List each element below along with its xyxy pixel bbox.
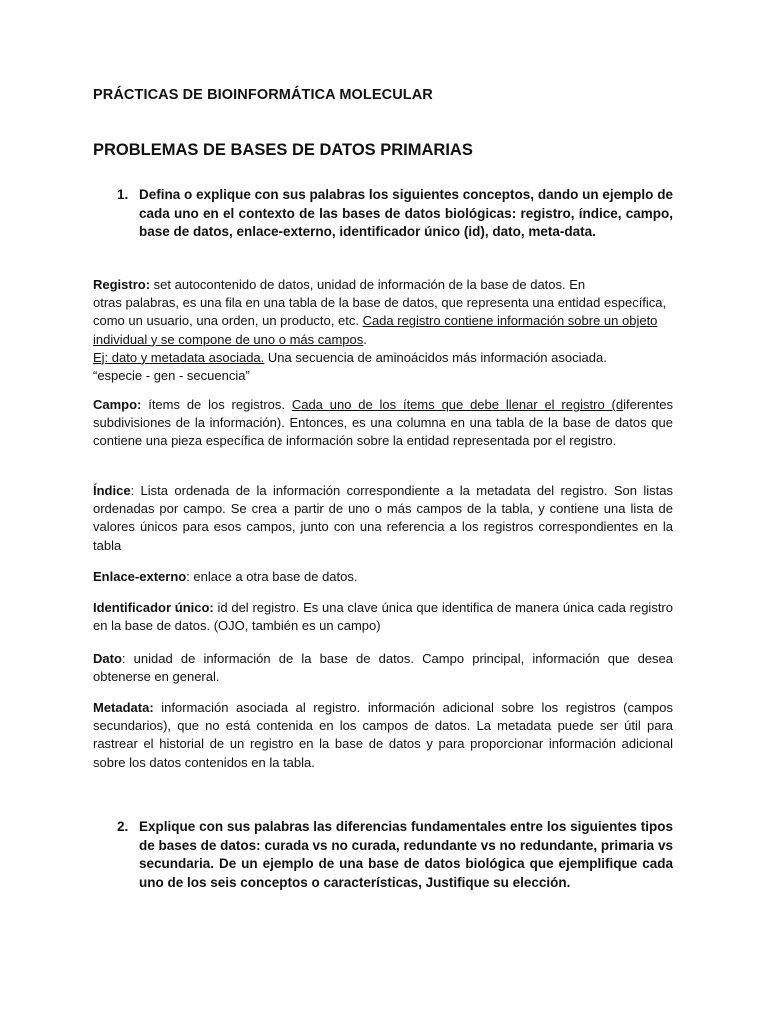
- section-title: PROBLEMAS DE BASES DE DATOS PRIMARIAS: [93, 141, 473, 159]
- term-registro: Registro:: [93, 277, 151, 292]
- question-1: [117, 186, 673, 242]
- registro-line1: set autocontenido de datos, unidad de información de la base de datos. En: [150, 277, 586, 292]
- answer-campo: [93, 396, 673, 451]
- campo-text-b: iferentes subdivisiones de la información). Entonces, es una columna en una tabla de la base de datos que contiene una pieza específica de información sobre la entidad representada por el registro.: [93, 397, 673, 449]
- answer-enlace-externo: [93, 568, 673, 586]
- term-identificador: Identificador único:: [93, 600, 214, 615]
- registro-line2a: otras palabras, es una fila en una tabla de la base de datos, que representa una entidad: [93, 295, 601, 311]
- answer-indice: [93, 482, 673, 555]
- term-indice: Índice: [93, 483, 131, 498]
- term-enlace-externo: Enlace-externo: [93, 569, 187, 584]
- term-dato: Dato: [93, 651, 122, 666]
- document-title: PRÁCTICAS DE BIOINFORMÁTICA MOLECULAR: [93, 87, 433, 103]
- registro-quote: “especie - gen - secuencia”: [93, 368, 250, 384]
- registro-underlined: Cada registro contiene información sobre un objeto individual y se compone de uno o más campos: [93, 313, 658, 347]
- question-2: [117, 818, 673, 892]
- registro-line2b: específica, como un usuario, una orden, un producto, etc.: [93, 295, 667, 329]
- term-campo: Campo:: [93, 397, 142, 412]
- identificador-text: id del registro. Es una clave única que identifica de manera única cada registro en la base de datos. (OJO, también es un campo): [93, 600, 673, 634]
- question-1-number: 1.: [117, 187, 129, 202]
- registro-example-underlined: Ej: dato y metadata asociada.: [93, 349, 265, 365]
- indice-text: : Lista ordenada de la información correspondiente a la metadata del registro. Son listas ordenadas por campo. Se crea a partir de uno o más campos de la tabla, y contiene una lista de valores únicos para esos campos, junto con una referencia a los registros correspondientes en la tabla: [93, 483, 673, 553]
- registro-example-rest: Una secuencia de aminoácidos más información asociada.: [264, 349, 607, 365]
- metadata-text: información asociada al registro. información adicional sobre los registros (campos secundarios), que no está contenida en los campos de datos. La metadata puede ser útil para rastrear el historial de un registro en la base de datos y para proporcionar información adicional sobre los datos contenidos en la tabla.: [93, 700, 673, 770]
- answer-dato: [93, 650, 673, 686]
- enlace-text: : enlace a otra base de datos.: [186, 569, 358, 584]
- campo-text-a: ítems de los registros.: [141, 397, 292, 412]
- question-1-text: Defina o explique con sus palabras los siguientes conceptos, dando un ejemplo de cada uno en el contexto de las bases de datos biológicas: registro, índice, campo, base de datos, enlace-externo, identificador único (id), dato, meta-data.: [139, 187, 673, 239]
- answer-metadata: [93, 699, 673, 772]
- registro-period: .: [363, 331, 367, 347]
- answer-identificador: [93, 599, 673, 635]
- question-2-text: Explique con sus palabras las diferencias fundamentales entre los siguientes tipos de bases de datos: curada vs no curada, redundante vs no redundante, primaria vs secundaria. De un ejemplo de una base de datos biológica que ejemplifique cada uno de los seis conceptos o características, Justifique su elección.: [139, 819, 673, 890]
- dato-text: : unidad de información de la base de datos. Campo principal, información que desea obtenerse en general.: [93, 651, 673, 685]
- question-2-number: 2.: [117, 819, 129, 834]
- term-metadata: Metadata:: [93, 700, 154, 715]
- answer-registro: [93, 276, 673, 385]
- campo-underlined: Cada uno de los ítems que debe llenar el registro (d: [291, 397, 624, 412]
